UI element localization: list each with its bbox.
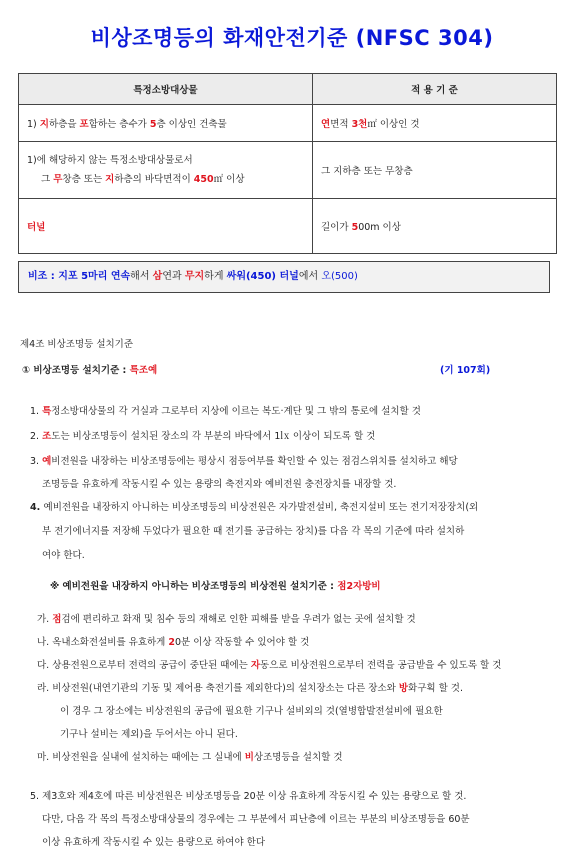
criteria-table	[18, 73, 557, 254]
sub-item: 마. 비상전원을 실내에 설치하는 때에는 그 실내에 비상조명등을 설치할 것	[37, 752, 343, 763]
exam-reference: (기 107회)	[440, 365, 491, 376]
sub-item-continuation: 기구나 설비는 제외)을 두어서는 아니 된다.	[60, 729, 238, 740]
clause-heading: ① 비상조명등 설치기준 : 특조예	[22, 365, 158, 376]
sub-item: 라. 비상전원(내연기관의 기동 및 제어용 축전기를 제외한다)의 설치장소는 다른 장소와 방화구획 할 것.	[37, 683, 463, 694]
target-cell: 1) 지하층을 포함하는 층수가 5층 이상인 건축물	[19, 105, 313, 142]
criteria-cell: 길이가 500m 이상	[313, 199, 557, 254]
header-criteria: 적 용 기 준	[313, 74, 557, 105]
list-item-continuation: 조명등을 유효하게 작동시킬 수 있는 용량의 축전지와 예비전원 충전장치를 내장할 것.	[42, 479, 397, 490]
list-item-continuation: 부 전기에너지를 저장해 두었다가 필요한 때 전기를 공급하는 장치)를 다음 각 목의 기준에 따라 설치하	[42, 526, 465, 537]
table-header-row	[19, 74, 557, 105]
target-cell: 터널	[19, 199, 313, 254]
table-row	[19, 199, 557, 254]
page-title: 비상조명등의 화재안전기준 (NFSC 304)	[90, 26, 494, 50]
sub-item: 다. 상용전원으로부터 전력의 공급이 중단된 때에는 자동으로 비상전원으로부터 전력을 공급받을 수 있도록 할 것	[37, 660, 502, 671]
power-supply-subheading: ※ 예비전원을 내장하지 아니하는 비상조명등의 비상전원 설치기준 : 점2자방비	[50, 581, 381, 592]
sub-item: 나. 옥내소화전설비를 유효하게 20분 이상 작동할 수 있어야 할 것	[37, 637, 310, 648]
target-cell: 1)에 해당하지 않는 특정소방대상물로서 그 무창층 또는 지하층의 바닥면적이 450㎡ 이상	[19, 142, 313, 199]
list-item: 4. 예비전원을 내장하지 아니하는 비상조명등의 비상전원은 자가발전설비, 축전지설비 또는 전기저장장치(외	[30, 502, 479, 513]
mnemonic-note: 비조 : 지포 5마리 연속해서 삼연과 무지하게 싸워(450) 터널에서 오(500)	[18, 261, 550, 293]
list-item-continuation: 이상 유효하게 작동시킬 수 있는 용량으로 하여야 한다	[42, 837, 266, 848]
table-row	[19, 142, 557, 199]
list-item-continuation: 여야 한다.	[42, 550, 85, 561]
sub-item-continuation: 이 경우 그 장소에는 비상전원의 공급에 필요한 기구나 설비외의 것(열병합발전설비에 필요한	[60, 706, 443, 717]
list-item: 3. 예비전원을 내장하는 비상조명등에는 평상시 점등여부를 확인할 수 있는 점검스위치를 설치하고 해당	[30, 456, 458, 467]
header-target: 특정소방대상물	[19, 74, 313, 105]
sub-item: 가. 점검에 편리하고 화재 및 침수 등의 재해로 인한 피해를 받을 우려가 없는 곳에 설치할 것	[37, 614, 416, 625]
list-item-continuation: 다만, 다음 각 목의 특정소방대상물의 경우에는 그 부분에서 피난층에 이르는 부분의 비상조명등을 60분	[42, 814, 470, 825]
section-title: 제4조 비상조명등 설치기준	[20, 339, 134, 350]
criteria-cell: 그 지하층 또는 무창층	[313, 142, 557, 199]
table-row	[19, 105, 557, 142]
list-item: 5. 제3호와 제4호에 따른 비상전원은 비상조명등을 20분 이상 유효하게 작동시킬 수 있는 용량으로 할 것.	[30, 791, 467, 802]
list-item: 1. 특정소방대상물의 각 거실과 그로부터 지상에 이르는 복도·계단 및 그 밖의 통로에 설치할 것	[30, 406, 421, 417]
criteria-cell: 연면적 3천㎡ 이상인 것	[313, 105, 557, 142]
list-item: 2. 조도는 비상조명등이 설치된 장소의 각 부분의 바닥에서 1㏓ 이상이 되도록 할 것	[30, 431, 376, 442]
